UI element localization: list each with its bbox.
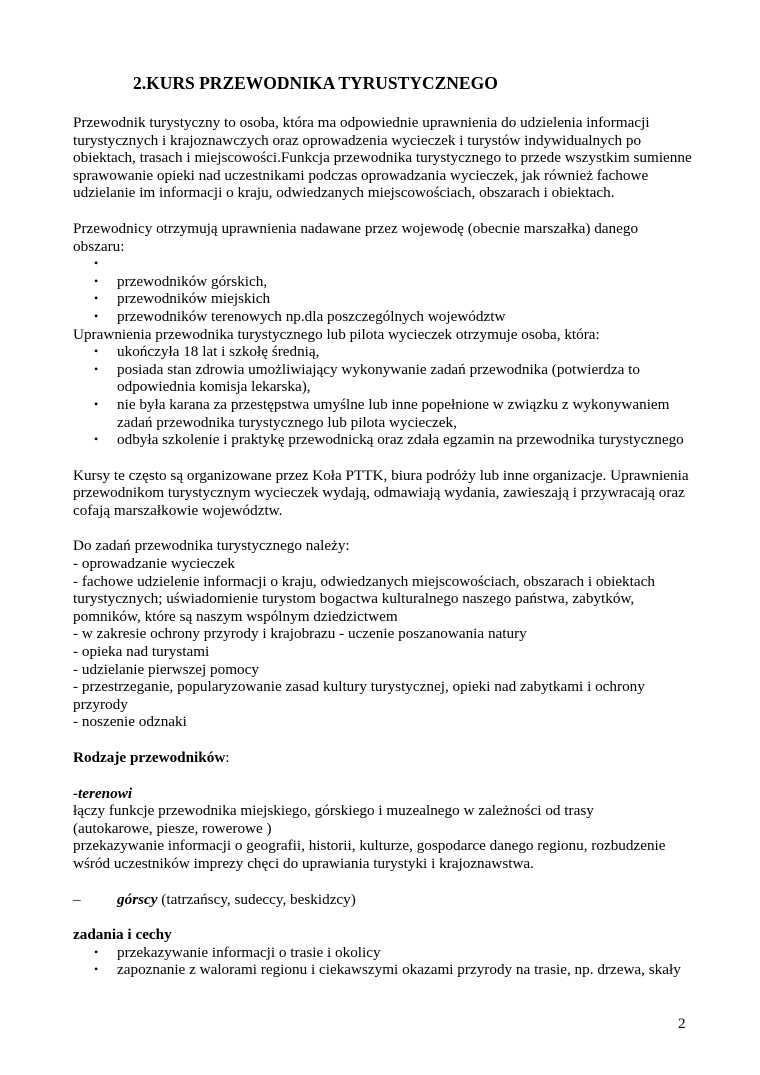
- spacer: [73, 908, 693, 926]
- list-item: • przewodników górskich,: [73, 273, 693, 291]
- dash-marker: –: [73, 890, 81, 908]
- list-item: • przewodników terenowych np.dla poszczególnych województw: [73, 308, 693, 326]
- spacer: [73, 731, 693, 749]
- list-item: • przewodników miejskich: [73, 290, 693, 308]
- list-item: • odbyła szkolenie i praktykę przewodnicką oraz zdała egzamin na przewodnika turystycznego: [73, 431, 693, 449]
- courses-paragraph: Kursy te często są organizowane przez Koła PTTK, biura podróży lub inne organizacje. Uprawnienia przewodnikom turystycznym wycieczek wydają, odmawiają wydania, zawieszają i przywracają oraz cofają marszałkowie województw.: [73, 466, 689, 519]
- tasks-intro: Do zadań przewodnika turystycznego należy:: [73, 537, 350, 555]
- requirements-list: [73, 343, 693, 449]
- task-line: - udzielanie pierwszej pomocy: [73, 660, 259, 678]
- page-number: 2: [678, 1015, 686, 1032]
- spacer: [73, 873, 693, 891]
- list-item: • ukończyła 18 lat i szkołę średnią,: [73, 343, 693, 361]
- task-line: - fachowe udzielenie informacji o kraju, odwiedzanych miejscowościach, obszarach i obiektach turystycznych; uświadomienie turystom bogactwa kulturalnego naszego państwa, zabytków, pomników, które są naszym wspólnym dziedzictwem: [73, 572, 655, 625]
- spacer: [73, 767, 693, 785]
- list-item: • zapoznanie z walorami regionu i ciekawszymi okazami przyrody na trasie, np. drzewa, skały: [73, 961, 693, 979]
- task-line: - opieka nad turystami: [73, 643, 210, 661]
- types-heading-colon: :: [225, 749, 230, 766]
- requirements-intro: Uprawnienia przewodnika turystycznego lub pilota wycieczek otrzymuje osoba, która:: [73, 325, 600, 343]
- intro-paragraph: Przewodnik turystyczny to osoba, która ma odpowiednie uprawnienia do udzielenia informacji turystycznych i krajoznawczych oraz oprowadzenia wycieczek i turystów indywidualnych po obiektach, trasach i miejscowości.Funkcja przewodnika turystycznego to przede wszystkim sumienne sprawowanie opieki nad uczestnikami podczas oprowadzania wycieczek, jak również fachowe udzielanie im informacji o kraju, odwiedzanych miejscowościach, obszarach i obiektach.: [73, 114, 692, 202]
- list-item: • przekazywanie informacji o trasie i okolicy: [73, 944, 693, 962]
- list-item: • nie była karana za przestępstwa umyślne lub inne popełnione w związku z wykonywaniem zadań przewodnika turystycznego lub pilota wycieczek,: [73, 396, 693, 431]
- guide-types-list: [73, 255, 693, 325]
- terenowi-line: przekazywanie informacji o geografii, historii, kulturze, gospodarce danego regionu, rozbudzenie wśród uczestników imprezy chęci do uprawiania turystyki i krajoznawstwa.: [73, 837, 666, 872]
- page-title: 2.KURS PRZEWODNIKA TYRUSTYCZNEGO: [133, 73, 498, 93]
- document-page: [73, 72, 693, 979]
- tasks-features-list: [73, 944, 693, 979]
- spacer: [73, 519, 693, 537]
- task-line: - przestrzeganie, popularyzowanie zasad kultury turystycznej, opieki nad zabytkami i ochrony przyrody: [73, 678, 645, 713]
- list-item: • posiada stan zdrowia umożliwiający wykonywanie zadań przewodnika (potwierdza to odpowiednia komisja lekarska),: [73, 361, 693, 396]
- types-heading: [73, 749, 693, 767]
- list-item: [73, 255, 693, 273]
- terenowi-line: łączy funkcje przewodnika miejskiego, górskiego i muzealnego w zależności od trasy: [73, 802, 594, 820]
- tasks-features-heading: zadania i cechy: [73, 926, 172, 944]
- gorscy-label: górscy: [117, 890, 158, 908]
- terenowi-line: (autokarowe, piesze, rowerowe ): [73, 819, 272, 837]
- task-line: - oprowadzanie wycieczek: [73, 555, 235, 573]
- spacer: [73, 202, 693, 220]
- terenowi-heading: -terenowi: [73, 784, 133, 802]
- task-line: - noszenie odznaki: [73, 713, 187, 731]
- gorscy-item: [73, 891, 693, 909]
- permissions-intro: Przewodnicy otrzymują uprawnienia nadawane przez wojewodę (obecnie marszałka) danego obszaru:: [73, 219, 639, 255]
- types-heading-text: Rodzaje przewodników: [73, 749, 226, 766]
- gorscy-detail: (tatrzańscy, sudeccy, beskidzcy): [157, 890, 356, 908]
- spacer: [73, 449, 693, 467]
- task-line: - w zakresie ochrony przyrody i krajobrazu - uczenie poszanowania natury: [73, 625, 527, 643]
